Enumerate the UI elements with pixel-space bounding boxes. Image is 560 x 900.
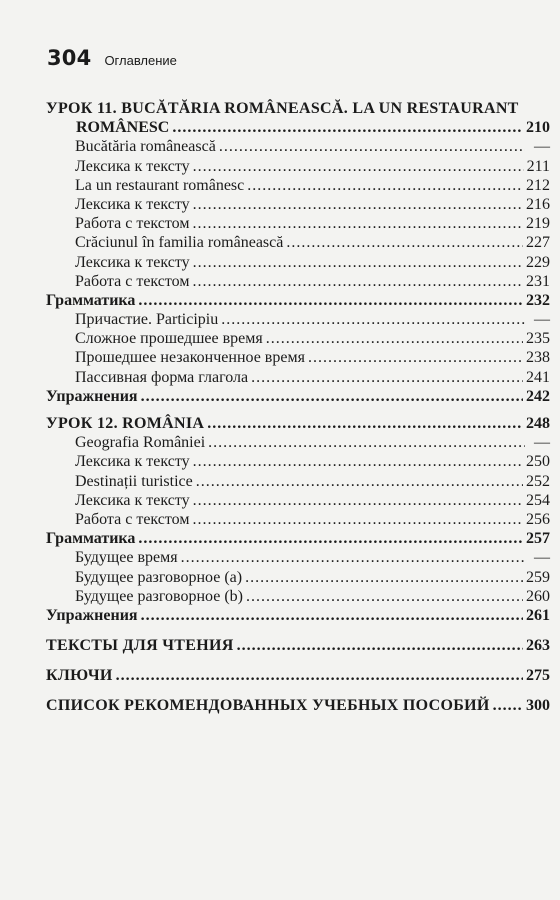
dot-leader [141, 387, 523, 406]
entry-title: Упражнения [46, 387, 138, 405]
entry-page: 212 [526, 176, 550, 194]
entry-page: 231 [526, 272, 550, 290]
entry-page: 241 [526, 368, 550, 386]
dot-leader [116, 666, 523, 685]
toc-entry [46, 195, 550, 214]
toc-entry [46, 329, 550, 348]
section-keys [46, 666, 550, 685]
lesson-11-page: 210 [526, 119, 550, 137]
toc-entry [46, 510, 550, 529]
dot-leader [138, 529, 523, 548]
entry-page: 257 [526, 530, 550, 548]
dot-leader [138, 291, 523, 310]
entry-page: 256 [526, 510, 550, 528]
entry-page: 259 [526, 568, 550, 586]
toc-entry [46, 491, 550, 510]
grammar-heading [46, 291, 550, 310]
entry-title: Лексика к тексту [75, 491, 190, 509]
entry-page: 300 [526, 697, 550, 715]
entry-page: 260 [526, 587, 550, 605]
dot-leader [172, 118, 523, 137]
entry-page: — [534, 434, 550, 452]
entry-title: Пассивная форма глагола [75, 368, 249, 386]
entry-title: Причастие. Participiu [75, 311, 219, 329]
entry-page: 211 [526, 157, 550, 175]
entry-title: Будущее разговорное (b) [75, 587, 243, 605]
dot-leader [193, 195, 523, 214]
entry-title: Работа с текстом [75, 272, 190, 290]
toc-entry [46, 310, 550, 329]
dot-leader [245, 568, 523, 587]
entry-title: La un restaurant românesc [75, 176, 245, 194]
toc-entry [46, 548, 550, 567]
dot-leader [193, 157, 524, 176]
toc-entry [46, 176, 550, 195]
dot-leader [193, 214, 524, 233]
dot-leader [308, 348, 523, 367]
exercises-heading [46, 387, 550, 406]
lesson-11-title-cont: ROMÂNESC [76, 119, 170, 137]
entry-page: 229 [526, 253, 550, 271]
lesson-11-title-line1: УРОК 11. BUCĂTĂRIA ROMÂNEASCĂ. LA UN RESTAURANT [46, 100, 519, 117]
dot-leader [196, 472, 523, 491]
entry-page: 235 [526, 330, 550, 348]
entry-title: Crăciunul în familia românească [75, 234, 284, 252]
toc-entry [46, 137, 550, 156]
entry-title: Грамматика [46, 291, 136, 309]
dot-leader [251, 368, 523, 387]
entry-page: 216 [526, 195, 550, 213]
entry-title: Грамматика [46, 530, 136, 548]
dot-leader [193, 253, 523, 272]
section-recommended-books [46, 696, 550, 715]
entry-page: — [534, 138, 550, 156]
entry-page: 275 [526, 667, 550, 685]
dot-leader [237, 636, 523, 655]
entry-page: 252 [526, 472, 550, 490]
toc-entry [46, 233, 550, 252]
toc-entry [46, 214, 550, 233]
entry-title: УРОК 12. ROMÂNIA [46, 415, 205, 432]
entry-page: — [534, 549, 550, 567]
entry-title: Destinații turistice [75, 472, 193, 490]
toc-entry [46, 157, 550, 176]
entry-page: 261 [526, 606, 550, 624]
toc-entry [46, 272, 550, 291]
entry-title: Будущее разговорное (a) [75, 568, 243, 586]
entry-page: 254 [526, 491, 550, 509]
entry-page: 227 [526, 234, 550, 252]
toc-entry [46, 433, 550, 452]
lesson-11-block [46, 99, 550, 406]
entry-title: Лексика к тексту [75, 195, 190, 213]
entry-page: 242 [526, 387, 550, 405]
running-title: Оглавление [104, 53, 177, 68]
toc-entry [46, 348, 550, 367]
entry-title: ТЕКСТЫ ДЛЯ ЧТЕНИЯ [46, 637, 234, 655]
exercises-heading [46, 606, 550, 625]
grammar-heading [46, 529, 550, 548]
entry-title: Работа с текстом [75, 510, 190, 528]
entry-title: Bucătăria românească [75, 138, 216, 156]
entry-title: Работа с текстом [75, 215, 190, 233]
toc-entry [46, 452, 550, 471]
entry-page: 250 [526, 453, 550, 471]
entry-page: 238 [526, 349, 550, 367]
entry-title: Сложное прошедшее время [75, 330, 263, 348]
lesson-11-title-line2 [46, 118, 550, 137]
page-header [47, 46, 177, 70]
entry-page: 263 [526, 637, 550, 655]
dot-leader [207, 414, 523, 433]
entry-title: Будущее время [75, 549, 178, 567]
dot-leader [208, 433, 525, 452]
toc-entry [46, 368, 550, 387]
page-number: 304 [47, 46, 92, 70]
entry-title: Лексика к тексту [75, 253, 190, 271]
entry-title: Лексика к тексту [75, 157, 190, 175]
dot-leader [193, 272, 524, 291]
dot-leader [193, 510, 524, 529]
dot-leader [247, 176, 523, 195]
table-of-contents [46, 99, 550, 716]
entry-title: Geografia României [75, 434, 206, 452]
entry-page: — [534, 311, 550, 329]
lesson-12-title [46, 414, 550, 433]
dot-leader [193, 452, 523, 471]
lesson-12-block [46, 414, 550, 625]
entry-page: 219 [526, 215, 550, 233]
entry-page: 248 [526, 415, 550, 432]
entry-title: Прошедшее незаконченное время [75, 349, 305, 367]
dot-leader [493, 696, 523, 715]
dot-leader [266, 329, 523, 348]
toc-entry [46, 587, 550, 606]
dot-leader [181, 548, 525, 567]
toc-entry [46, 568, 550, 587]
entry-title: Лексика к тексту [75, 453, 190, 471]
dot-leader [141, 606, 523, 625]
entry-title: СПИСОК РЕКОМЕНДОВАННЫХ УЧЕБНЫХ ПОСОБИЙ [46, 697, 490, 715]
entry-page: 232 [526, 291, 550, 309]
section-reading-texts [46, 636, 550, 655]
dot-leader [193, 491, 523, 510]
toc-entry [46, 472, 550, 491]
dot-leader [246, 587, 523, 606]
toc-entry [46, 253, 550, 272]
dot-leader [221, 310, 525, 329]
dot-leader [286, 233, 523, 252]
entry-title: Упражнения [46, 606, 138, 624]
entry-title: КЛЮЧИ [46, 667, 113, 685]
dot-leader [219, 137, 525, 156]
